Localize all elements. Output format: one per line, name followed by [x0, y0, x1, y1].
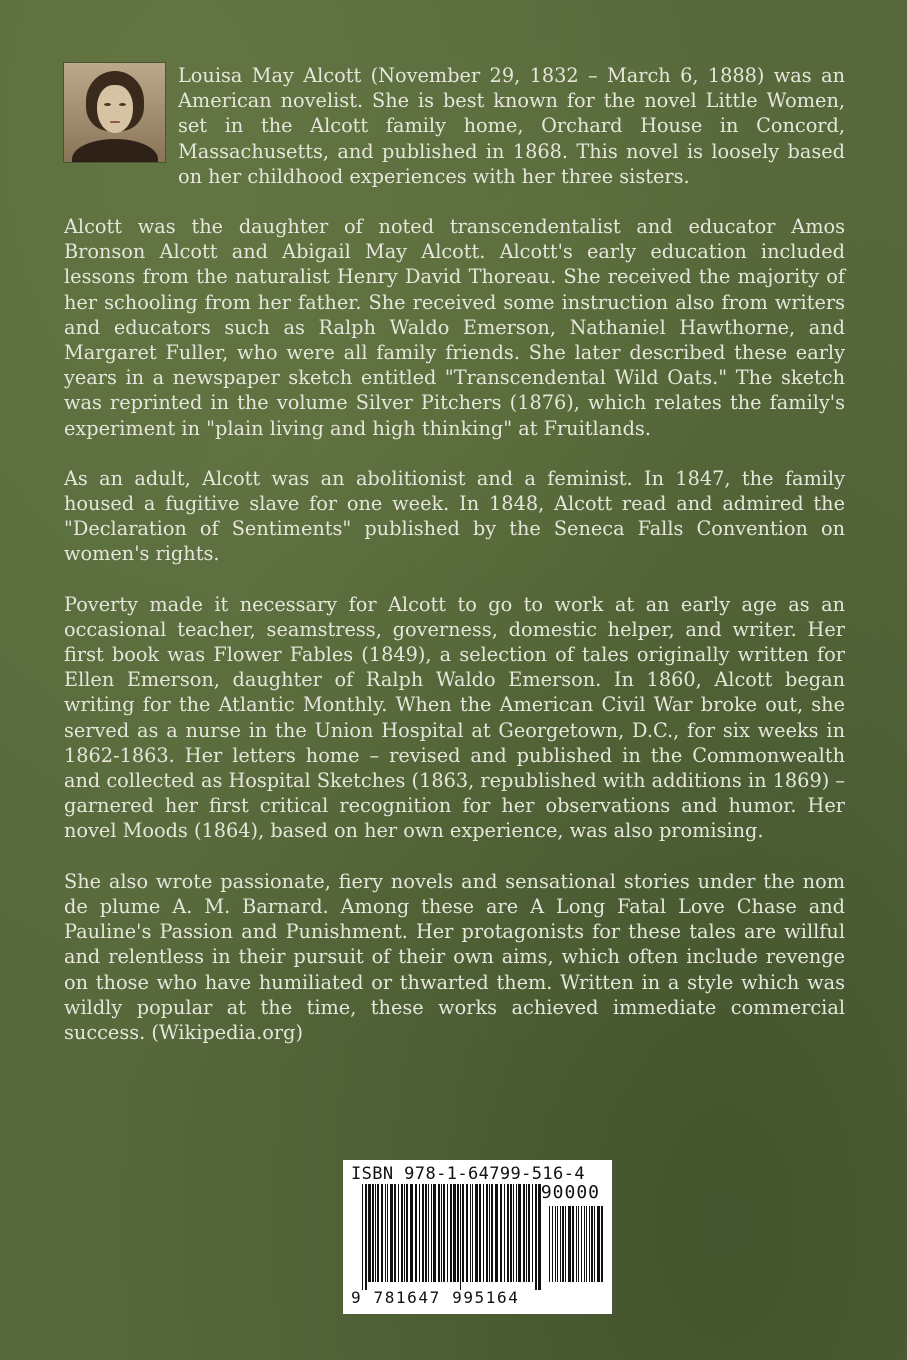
bio-paragraph-4: Poverty made it necessary for Alcott to go to work at an early age as an occasional teacher, seamstress, governess, domestic helper, and writer. Her first book was Flower Fables (1849), a selection of tales originally written for Ellen Emerson, daughter of Ralph Waldo Emerson. In 1860, Alcott began writing for the Atlantic Monthly. When the American Civil War broke out, she served as a nurse in the Union Hospital at Georgetown, D.C., for six weeks in 1862-1863. Her letters home – revised and published in the Commonwealth and collected as Hospital Sketches (1863, republished with additions in 1869) – garnered her first critical recognition for her observations and humor. Her novel Moods (1864), based on her own experience, was also promising. [64, 592, 846, 843]
bio-paragraph-1-text: Louisa May Alcott (November 29, 1832 – March 6, 1888) was an American novelist. She is best known for the novel Little Women, set in the Alcott family home, Orchard House in Concord, Massachusetts, and published in 1868. This novel is loosely based on her childhood experiences with her three sisters. [178, 64, 845, 188]
bio-paragraph-1 [64, 63, 845, 189]
author-biography [64, 63, 845, 1070]
price-code: 90000 [540, 1182, 600, 1203]
isbn-barcode [343, 1160, 612, 1314]
bio-paragraph-3: As an adult, Alcott was an abolitionist and a feminist. In 1847, the family housed a fugitive slave for one week. In 1848, Alcott read and admired the "Declaration of Sentiments" published by the Seneca Falls Convention on women's rights. [64, 466, 845, 566]
bio-paragraph-5: She also wrote passionate, fiery novels and sensational stories under the nom de plume A. M. Barnard. Among these are A Long Fatal Love Chase and Pauline's Passion and Punishment. Her protagonists for these tales are willful and relentless in their pursuit of their own aims, which often include revenge on those who have humiliated or thwarted them. Written in a style which was wildly popular at the time, these works achieved immediate commercial success. (Wikipedia.org) [64, 869, 845, 1044]
ean-digits: 9 781647 995164 [351, 1288, 520, 1307]
ean-barcode-bars [361, 1184, 541, 1290]
price-barcode-bars [548, 1206, 604, 1290]
isbn-label: ISBN 978-1-64799-516-4 [351, 1164, 585, 1184]
author-portrait-image [64, 63, 165, 162]
bio-paragraph-2: Alcott was the daughter of noted transcendentalist and educator Amos Bronson Alcott and Abigail May Alcott. Alcott's early education included lessons from the naturalist Henry David Thoreau. She received the majority of her schooling from her father. She received some instruction also from writers and educators such as Ralph Waldo Emerson, Nathaniel Hawthorne, and Margaret Fuller, who were all family friends. She later described these early years in a newspaper sketch entitled "Transcendental Wild Oats." The sketch was reprinted in the volume Silver Pitchers (1876), which relates the family's experiment in "plain living and high thinking" at Fruitlands. [64, 215, 845, 440]
